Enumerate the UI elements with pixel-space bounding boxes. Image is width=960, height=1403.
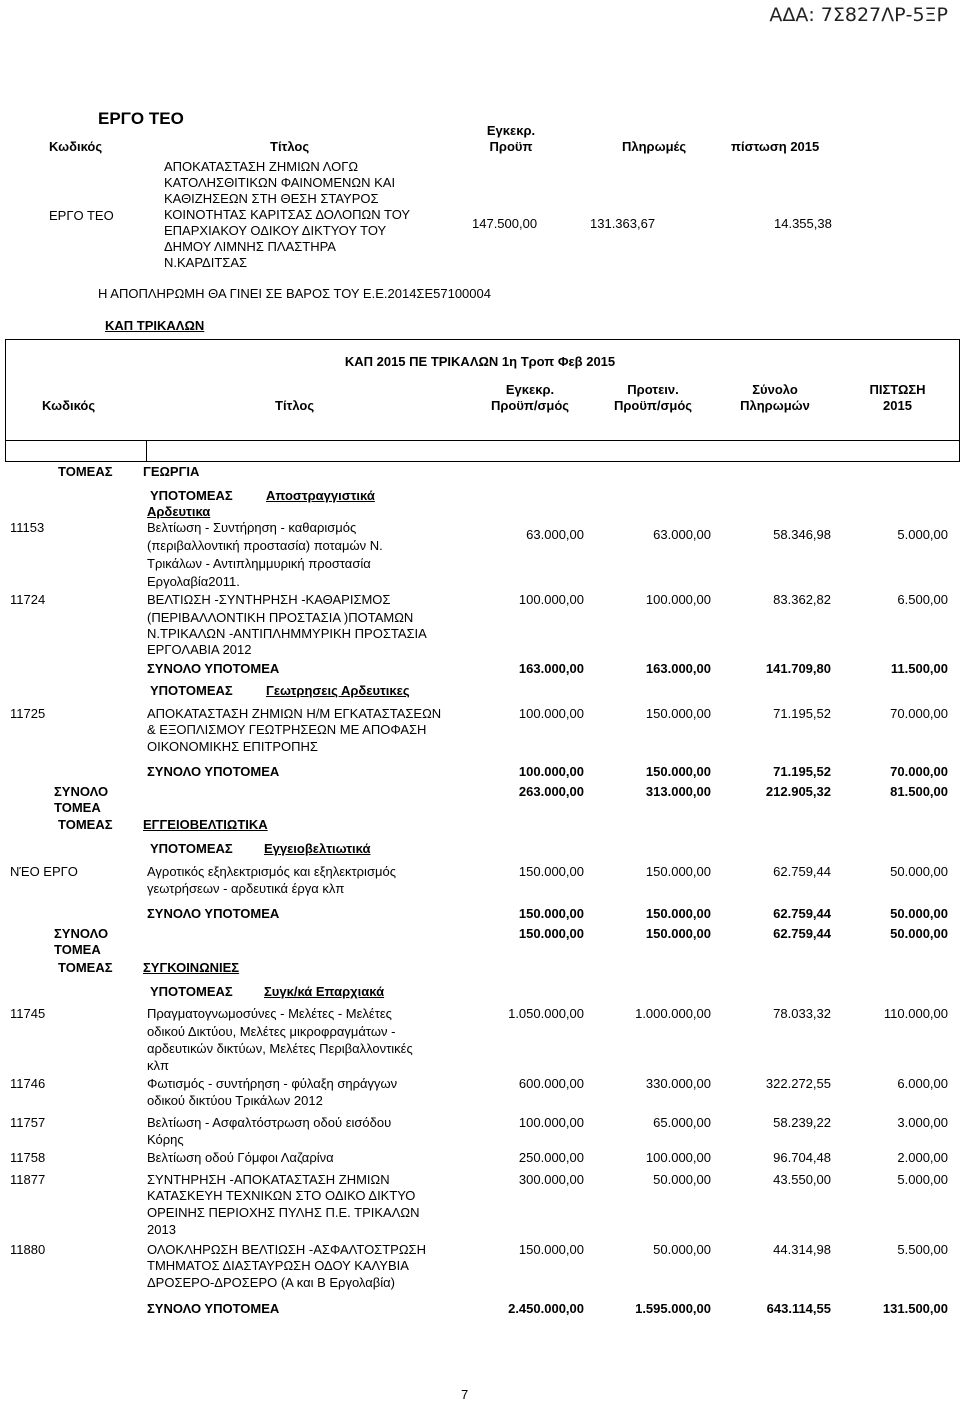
teo-title: ΕΡΓΟ ΤΕΟ [98, 109, 184, 128]
row-approved: 300.000,00 [518, 1172, 584, 1187]
row-proposed: 1.000.000,00 [635, 1006, 711, 1021]
total-approved: 150.000,00 [518, 926, 584, 941]
subsector-total-label: ΣΥΝΟΛΟ ΥΠΟΤΟΜΕΑ [147, 1301, 280, 1316]
row-approved: 150.000,00 [518, 864, 584, 879]
row-paid: 71.195,52 [773, 706, 831, 721]
teo-title-line: ΚΑΤΟΛΗΣΘΙΤΙΚΩΝ ΦΑΙΝΟΜΕΝΩΝ ΚΑΙ [164, 175, 396, 190]
row-approved: 63.000,00 [526, 527, 584, 542]
row-title-line: ΤΜΗΜΑΤΟΣ ΔΙΑΣΤΑΥΡΩΣΗ ΟΔΟΥ ΚΑΛΥΒΙΑ [147, 1258, 409, 1273]
row-paid: 322.272,55 [765, 1076, 831, 1091]
total-paid: 71.195,52 [773, 764, 831, 779]
total-approved: 100.000,00 [518, 764, 584, 779]
row-credit: 2.000,00 [897, 1150, 948, 1165]
row-approved: 100.000,00 [518, 706, 584, 721]
row-code: 11758 [10, 1150, 46, 1165]
hdr-proposed-1: Προτειν. [627, 382, 679, 397]
row-proposed: 63.000,00 [653, 527, 711, 542]
row-title-line: ΚΑΤΑΣΚΕΥΗ ΤΕΧΝΙΚΩΝ ΣΤΟ ΟΔΙΚΟ ΔΙΚΤΥΟ [147, 1188, 416, 1203]
row-proposed: 150.000,00 [645, 864, 711, 879]
row-title-line: γεωτρήσεων - αρδευτικά έργα κλπ [147, 881, 345, 896]
ada-code: ΑΔΑ: 7Σ827ΛΡ-5ΞΡ [769, 4, 948, 26]
row-proposed: 65.000,00 [653, 1115, 711, 1130]
row-title-line: Εργολαβία2011. [147, 574, 240, 589]
row-credit: 6.500,00 [897, 592, 948, 607]
teo-title-line: ΕΠΑΡΧΙΑΚΟΥ ΟΔΙΚΟΥ ΔΙΚΤΥΟΥ ΤΟΥ [164, 223, 387, 238]
teo-col-code: Κωδικός [49, 139, 103, 154]
total-approved: 150.000,00 [518, 906, 584, 921]
teo-credit-value: 14.355,38 [774, 216, 832, 231]
teo-title-line: ΚΟΙΝΟΤΗΤΑΣ ΚΑΡΙΤΣΑΣ ΔΟΛΟΠΩΝ ΤΟΥ [164, 207, 411, 222]
row-code: 11745 [10, 1006, 46, 1021]
teo-note: Η ΑΠΟΠΛΗΡΩΜΗ ΘΑ ΓΙΝΕΙ ΣΕ ΒΑΡΟΣ ΤΟΥ Ε.Ε.2014ΣΕ57100004 [98, 286, 491, 301]
sector-total-label: ΣΥΝΟΛΟ [54, 926, 109, 941]
row-title-line: οδικού Δικτύου, Μελέτες μικροφραγμάτων - [147, 1024, 396, 1039]
row-title-line: ΟΙΚΟΝΟΜΙΚΗΣ ΕΠΙΤΡΟΠΗΣ [147, 739, 318, 754]
sector-label: ΤΟΜΕΑΣ [58, 960, 113, 975]
row-credit: 5.000,00 [897, 527, 948, 542]
row-title-line: Κόρης [147, 1132, 184, 1147]
row-title-line: οδικού δικτύου Τρικάλων 2012 [147, 1093, 323, 1108]
hdr-code: Κωδικός [42, 398, 96, 413]
row-paid: 58.239,22 [773, 1115, 831, 1130]
total-paid: 62.759,44 [773, 906, 831, 921]
hdr-title: Τίτλος [275, 398, 315, 413]
row-approved: 250.000,00 [518, 1150, 584, 1165]
row-title-line: Φωτισμός - συντήρηση - φύλαξη σηράγγων [147, 1076, 398, 1091]
total-credit: 81.500,00 [890, 784, 948, 799]
hdr-credit-1: ΠΙΣΤΩΣΗ [869, 382, 926, 397]
row-code: 11724 [10, 592, 46, 607]
sector-label: ΤΟΜΕΑΣ [58, 817, 113, 832]
row-title-line: ΟΡΕΙΝΗΣ ΠΕΡΙΟΧΗΣ ΠΥΛΗΣ Π.Ε. ΤΡΙΚΑΛΩΝ [147, 1205, 420, 1220]
teo-title-line: ΔΗΜΟΥ ΛΙΜΝΗΣ ΠΛΑΣΤΗΡΑ [164, 239, 336, 254]
total-approved: 163.000,00 [518, 661, 584, 676]
subsector-label: ΥΠΟΤΟΜΕΑΣ [150, 841, 233, 856]
row-title-line: 2013 [147, 1222, 176, 1237]
sector-label: ΤΟΜΕΑΣ [58, 464, 113, 479]
subsector-total-label: ΣΥΝΟΛΟ ΥΠΟΤΟΜΕΑ [147, 764, 280, 779]
row-title-line: ΒΕΛΤΙΩΣΗ -ΣΥΝΤΗΡΗΣΗ -ΚΑΘΑΡΙΣΜΟΣ [147, 592, 391, 607]
row-title-line: Αγροτικός εξηλεκτρισμός και εξηλεκτρισμός [147, 864, 396, 879]
row-credit: 5.500,00 [897, 1242, 948, 1257]
hdr-credit-2: 2015 [883, 398, 912, 413]
row-code: 11153 [10, 520, 45, 535]
row-approved: 100.000,00 [518, 592, 584, 607]
row-paid: 62.759,44 [773, 864, 831, 879]
subsector-total-label: ΣΥΝΟΛΟ ΥΠΟΤΟΜΕΑ [147, 906, 280, 921]
row-title-line: Βελτίωση οδού Γόμφοι Λαζαρίνα [147, 1150, 334, 1165]
teo-title-line: ΚΑΘΙΖΗΣΕΩΝ ΣΤΗ ΘΕΣΗ ΣΤΑΥΡΟΣ [164, 191, 379, 206]
row-title-line: (ΠΕΡΙΒΑΛΛΟΝΤΙΚΗ ΠΡΟΣΤΑΣΙΑ )ΠΟΤΑΜΩΝ [147, 610, 414, 625]
sector-name-eggeio: ΕΓΓΕΙΟΒΕΛΤΙΩΤΙΚΑ [143, 817, 268, 832]
total-proposed: 313.000,00 [645, 784, 711, 799]
row-paid: 78.033,32 [773, 1006, 831, 1021]
total-proposed: 150.000,00 [645, 906, 711, 921]
total-paid: 643.114,55 [766, 1301, 831, 1316]
row-title-line: Βελτίωση - Ασφαλτόστρωση οδού εισόδου [147, 1115, 392, 1130]
row-credit: 50.000,00 [890, 864, 948, 879]
row-paid: 96.704,48 [773, 1150, 831, 1165]
row-title-line: & ΕΞΟΠΛΙΣΜΟΥ ΓΕΩΤΡΗΣΕΩΝ ΜΕ ΑΠΟΦΑΣΗ [147, 722, 427, 737]
teo-payments-value: 131.363,67 [590, 216, 656, 231]
row-title-line: Τρικάλων - Αντιπλημμυρική προστασία [147, 556, 371, 571]
row-code: ΝΈΟ ΕΡΓΟ [10, 864, 78, 879]
teo-row-code: ΕΡΓΟ ΤΕΟ [49, 208, 114, 223]
row-approved: 1.050.000,00 [508, 1006, 584, 1021]
row-code: 11746 [10, 1076, 46, 1091]
total-proposed: 1.595.000,00 [635, 1301, 711, 1316]
row-code: 11725 [10, 706, 46, 721]
row-paid: 83.362,82 [773, 592, 831, 607]
subsector-label: ΥΠΟΤΟΜΕΑΣ [150, 488, 233, 503]
row-title-line: Βελτίωση - Συντήρηση - καθαρισμός [147, 520, 357, 535]
row-proposed: 100.000,00 [645, 592, 711, 607]
hdr-total-payments-1: Σύνολο [752, 382, 798, 397]
teo-col-approved-2: Προϋπ [489, 139, 533, 154]
row-title-line: αρδευτικών δικτύων, Μελέτες Περιβαλλοντικές [147, 1041, 413, 1056]
sector-total-label: ΣΥΝΟΛΟ [54, 784, 109, 799]
hdr-proposed-2: Προϋπ/σμός [613, 398, 693, 413]
row-credit: 70.000,00 [890, 706, 948, 721]
row-approved: 150.000,00 [518, 1242, 584, 1257]
sector-name-georgia: ΓΕΩΡΓΙΑ [143, 464, 200, 479]
row-credit: 110.000,00 [883, 1006, 948, 1021]
row-approved: 100.000,00 [518, 1115, 584, 1130]
total-credit: 11.500,00 [890, 661, 948, 676]
teo-col-payments: Πληρωμές [622, 139, 687, 154]
total-credit: 131.500,00 [882, 1301, 948, 1316]
main-table-title: ΚΑΠ 2015 ΠΕ ΤΡΙΚΑΛΩΝ 1η Τροπ Φεβ 2015 [344, 354, 616, 369]
row-code: 11877 [10, 1172, 46, 1187]
row-credit: 5.000,00 [897, 1172, 948, 1187]
total-paid: 141.709,80 [765, 661, 831, 676]
hdr-approved-1: Εγκεκρ. [505, 382, 555, 397]
hdr-total-payments-2: Πληρωμών [740, 398, 810, 413]
row-title-line: (περιβαλλοντική προστασία) ποταμών Ν. [147, 538, 383, 553]
row-title-line: ΔΡΟΣΕΡΟ-ΔΡΟΣΕΡΟ (Α και Β Εργολαβία) [147, 1275, 395, 1290]
row-paid: 43.550,00 [773, 1172, 831, 1187]
row-proposed: 100.000,00 [645, 1150, 711, 1165]
row-proposed: 150.000,00 [645, 706, 711, 721]
row-approved: 600.000,00 [518, 1076, 584, 1091]
total-proposed: 150.000,00 [645, 764, 711, 779]
subsector-name: Γεωτρησεις Αρδευτικες [266, 683, 410, 698]
sector-total-label-cont: ΤΟΜΕΑ [54, 942, 101, 957]
total-credit: 50.000,00 [890, 926, 948, 941]
row-code: 11757 [10, 1115, 46, 1130]
row-proposed: 50.000,00 [653, 1172, 711, 1187]
subsector-name-cont: Αρδευτικα [147, 504, 211, 519]
total-credit: 70.000,00 [890, 764, 948, 779]
subsector-name: Συγκ/κά Επαρχιακά [264, 984, 385, 999]
row-title-line: ΕΡΓΟΛΑΒΙΑ 2012 [147, 642, 252, 657]
sector-total-label-cont: ΤΟΜΕΑ [54, 800, 101, 815]
row-proposed: 50.000,00 [653, 1242, 711, 1257]
row-paid: 44.314,98 [773, 1242, 831, 1257]
teo-col-approved-1: Εγκεκρ. [486, 123, 536, 138]
subsector-total-label: ΣΥΝΟΛΟ ΥΠΟΤΟΜΕΑ [147, 661, 280, 676]
total-proposed: 163.000,00 [645, 661, 711, 676]
kap-heading: ΚΑΠ ΤΡΙΚΑΛΩΝ [105, 318, 205, 333]
subsector-label: ΥΠΟΤΟΜΕΑΣ [150, 984, 233, 999]
subsector-name: Αποστραγγιστικά [266, 488, 375, 503]
hdr-approved-2: Προϋπ/σμός [490, 398, 570, 413]
row-proposed: 330.000,00 [645, 1076, 711, 1091]
teo-title-line: ΑΠΟΚΑΤΑΣΤΑΣΗ ΖΗΜΙΩΝ ΛΟΓΩ [164, 159, 359, 174]
row-code: 11880 [10, 1242, 46, 1257]
teo-col-credit: πίστωση 2015 [731, 139, 820, 154]
row-title-line: Ν.ΤΡΙΚΑΛΩΝ -ΑΝΤΙΠΛΗΜΜΥΡΙΚΗ ΠΡΟΣΤΑΣΙΑ [147, 626, 427, 641]
teo-approved-value: 147.500,00 [472, 216, 538, 231]
row-paid: 58.346,98 [773, 527, 831, 542]
teo-col-title: Τίτλος [270, 139, 310, 154]
total-approved: 2.450.000,00 [508, 1301, 584, 1316]
row-title-line: ΑΠΟΚΑΤΑΣΤΑΣΗ ΖΗΜΙΩΝ Η/Μ ΕΓΚΑΤΑΣΤΑΣΕΩΝ [147, 706, 442, 721]
page-number: 7 [461, 1387, 469, 1402]
row-credit: 6.000,00 [897, 1076, 948, 1091]
row-title-line: ΟΛΟΚΛΗΡΩΣΗ ΒΕΛΤΙΩΣΗ -ΑΣΦΑΛΤΟΣΤΡΩΣΗ [147, 1242, 426, 1257]
row-credit: 3.000,00 [897, 1115, 948, 1130]
teo-title-line: Ν.ΚΑΡΔΙΤΣΑΣ [164, 255, 248, 270]
row-title-line: Πραγματογνωμοσύνες - Μελέτες - Μελέτες [147, 1006, 392, 1021]
row-title-line: κλπ [147, 1058, 169, 1073]
subsector-name: Εγγειοβελτιωτικά [264, 841, 371, 856]
total-proposed: 150.000,00 [645, 926, 711, 941]
subsector-label: ΥΠΟΤΟΜΕΑΣ [150, 683, 233, 698]
sector-name-sygk: ΣΥΓΚΟΙΝΩΝΙΕΣ [143, 960, 240, 975]
total-paid: 212.905,32 [765, 784, 831, 799]
row-title-line: ΣΥΝΤΗΡΗΣΗ -ΑΠΟΚΑΤΑΣΤΑΣΗ ΖΗΜΙΩΝ [147, 1172, 390, 1187]
total-credit: 50.000,00 [890, 906, 948, 921]
total-approved: 263.000,00 [518, 784, 584, 799]
total-paid: 62.759,44 [773, 926, 831, 941]
